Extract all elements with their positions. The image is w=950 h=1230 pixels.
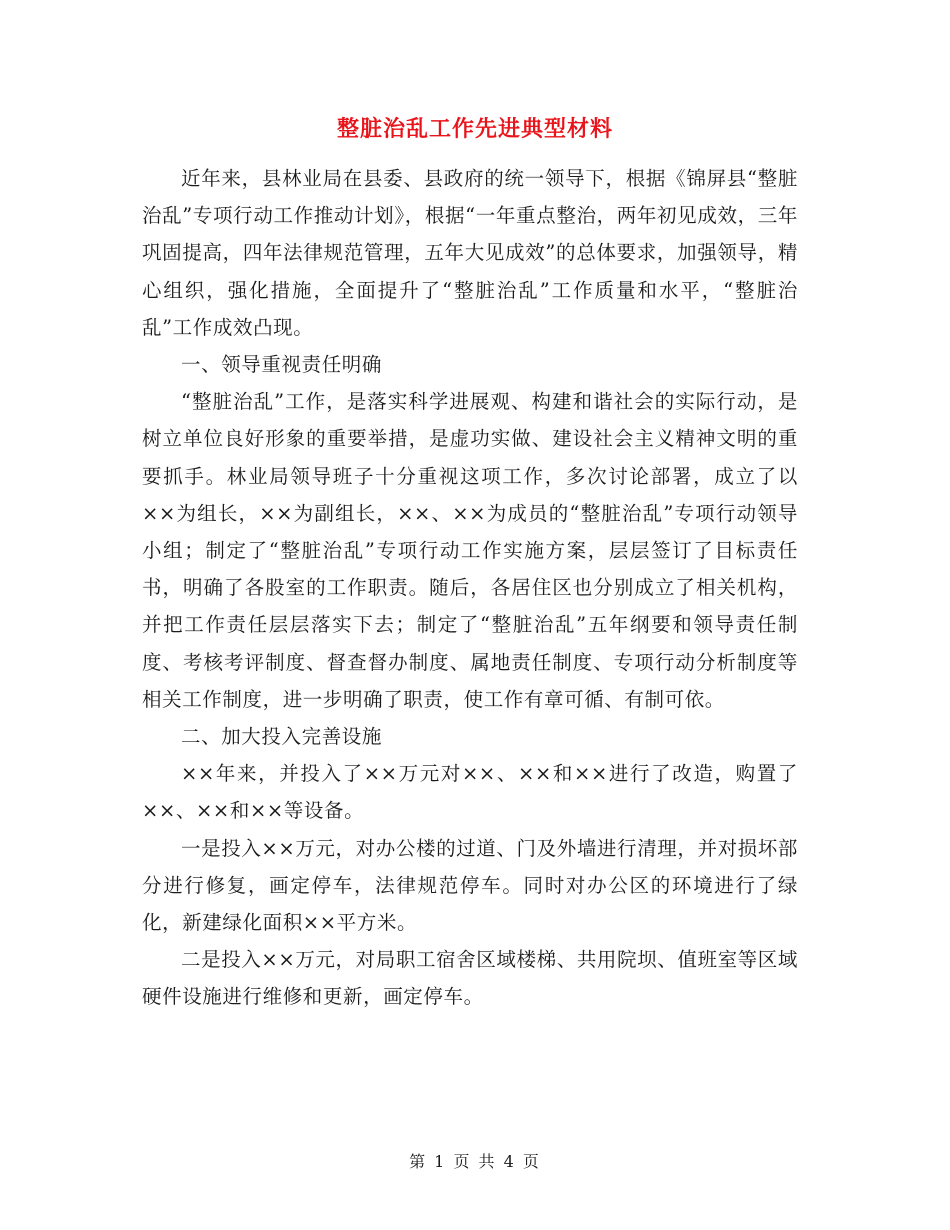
paragraph-intro: 近年来，县林业局在县委、县政府的统一领导下，根据《锦屏县“整脏治乱”专项行动工作推动计划》，根据“一年重点整治，两年初见成效，三年巩固提高，四年法律规范管理，五年大见成效”的总体要求，加强领导，精心组织，强化措施，全面提升了“整脏治乱”工作质量和水平，“整脏治乱”工作成效凸现。 [142, 167, 798, 339]
paragraph-item-2: 二是投入××万元，对局职工宿舍区域楼梯、共用院坝、值班室等区域硬件设施进行维修和更新，画定停车。 [142, 948, 798, 1009]
page-number: 第 1 页 共 4 页 [409, 1152, 541, 1171]
document-body [142, 160, 798, 1016]
paragraph-section-2: ××年来，并投入了××万元对××、××和××进行了改造，购置了××、××和××等设备。 [142, 762, 798, 823]
document-title: 整脏治乱工作先进典型材料 [336, 116, 613, 142]
paragraph-section-1: “整脏治乱”工作，是落实科学进展观、构建和谐社会的实际行动，是树立单位良好形象的重要举措，是虚功实做、建设社会主义精神文明的重要抓手。林业局领导班子十分重视这项工作，多次讨论部署，成立了以××为组长，××为副组长，××、××为成员的“整脏治乱”专项行动领导小组；制定了“整脏治乱”专项行动工作实施方案，层层签订了目标责任书，明确了各股室的工作职责。随后，各居住区也分别成立了相关机构，并把工作责任层层落实下去；制定了“整脏治乱”五年纲要和领导责任制度、考核考评制度、督查督办制度、属地责任制度、专项行动分析制度等相关工作制度，进一步明确了职责，使工作有章可循、有制可依。 [142, 390, 798, 711]
section-heading-1: 一、领导重视责任明确 [181, 353, 383, 377]
paragraph-item-1: 一是投入××万元，对办公楼的过道、门及外墙进行清理，并对损坏部分进行修复，画定停车，法律规范停车。同时对办公区的环境进行了绿化，新建绿化面积××平方米。 [142, 836, 798, 935]
section-heading-2: 二、加大投入完善设施 [181, 725, 383, 749]
